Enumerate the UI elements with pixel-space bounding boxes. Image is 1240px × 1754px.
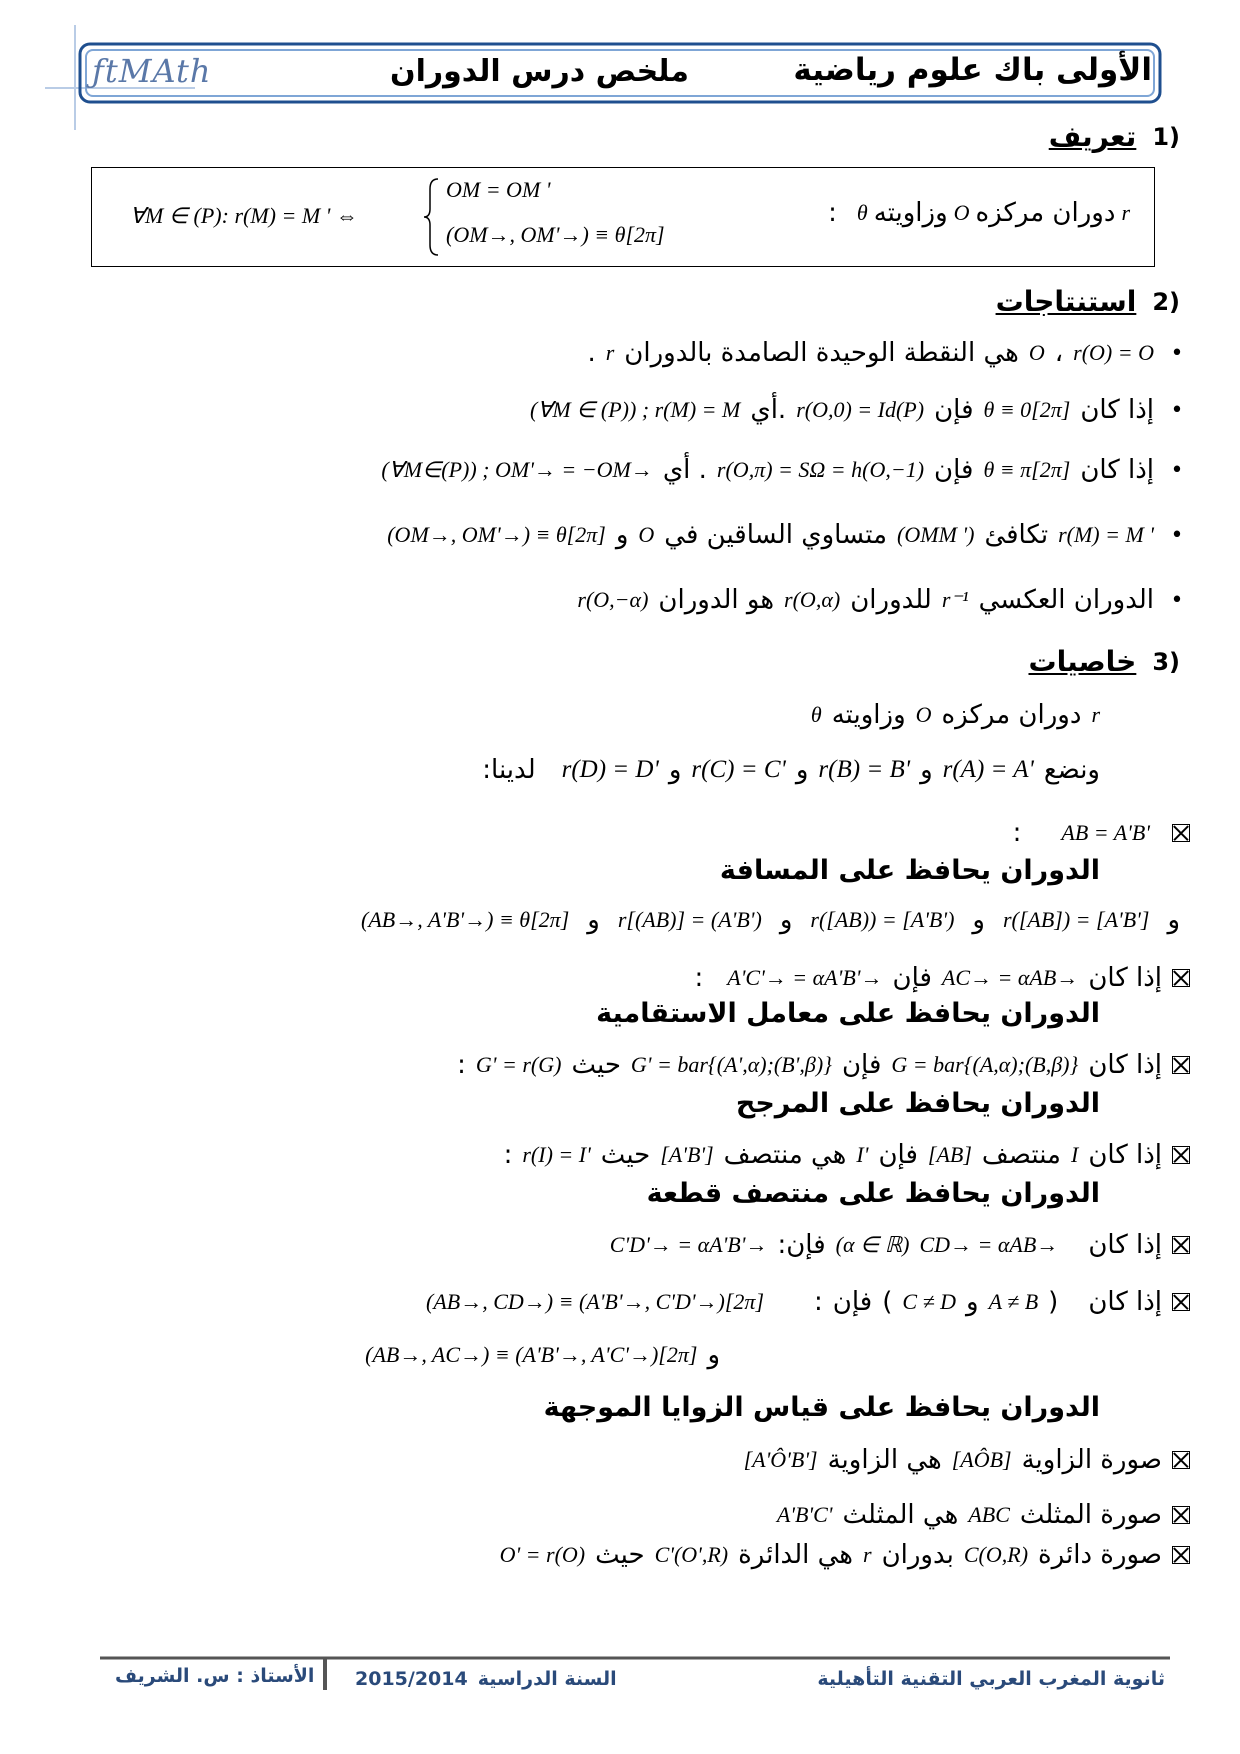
property-collinearity [695,963,1191,993]
math: O [915,702,932,727]
math: r⁻¹ [941,587,969,612]
checkbox-icon [1172,1056,1190,1074]
math: AC→ = αAB→ [941,965,1079,990]
math: O [1028,340,1045,365]
text: فإن [934,455,974,485]
colon: : [457,1050,466,1080]
checkbox-icon [1172,1546,1190,1564]
text: و [972,905,985,935]
section-2-heading [996,285,1180,318]
text: للدوران [850,585,932,615]
math: r(A) = A' [942,756,1034,783]
math: r(M) = M ' [1058,522,1154,547]
section-number: 1) [1152,122,1180,151]
math: r([AB]) = [A'B'] [1002,907,1150,932]
section-number: 2) [1152,287,1180,316]
math: A'C'→ = αA'B'→ [727,965,883,990]
math: A'B'C' [776,1502,833,1527]
property-distance-line2 [361,905,1180,935]
text: و [1167,905,1180,935]
bullet: • [1170,587,1184,613]
text: إذا كان [1088,1287,1162,1317]
text: ) [882,1287,893,1317]
math: r(I) = I' [522,1142,591,1167]
checkbox-icon [1172,969,1190,987]
bullet: • [1170,340,1184,366]
math: r(O) = O [1073,340,1154,365]
property-midpoint [504,1140,1190,1170]
text: و [707,1340,720,1370]
consequence-2 [530,395,1190,425]
math: (OMM ') [897,522,975,547]
checkbox-icon [1172,824,1190,842]
text: و [615,520,629,550]
math: (AB→, A'B'→) ≡ θ[2π] [361,907,570,932]
consequence-3 [381,455,1190,485]
math: O [638,522,655,547]
math: θ [810,702,822,727]
math: (∀M ∈ (P)) ; r(M) = M [530,397,741,422]
property-barycenter [457,1050,1190,1080]
math: ABC [968,1502,1010,1527]
text: هي الدائرة [738,1540,853,1570]
text: هي المثلث [842,1500,959,1530]
math-theta: θ [856,200,868,225]
math: [AB] [927,1142,972,1167]
property-distance [1013,818,1190,848]
math: r(C) = C' [691,756,786,783]
properties-intro-1 [811,700,1100,730]
properties-intro-2 [482,755,1100,785]
text: ( [1048,1287,1059,1317]
text: إذا كان [1088,1230,1162,1260]
colon: : [1012,818,1022,848]
text: فإن [934,395,974,425]
math: r(B) = B' [818,756,911,783]
footer-teacher: الأستاذ : س. الشريف [115,1665,315,1687]
math: G' = r(G) [475,1052,562,1077]
math: CD→ = αAB→ [919,1232,1059,1257]
math: (AB→, AC→) ≡ (A'B'→, A'C'→)[2π] [365,1342,698,1367]
math: θ ≡ π[2π] [983,457,1071,482]
math: r[(AB)] = (A'B') [617,907,762,932]
text: صورة الزاوية [1021,1445,1162,1475]
math: I [1070,1142,1079,1167]
section-title: استنتاجات [995,285,1137,318]
definition-eq-angle: (OM→, OM'→) ≡ θ[2π] [446,222,665,247]
text: هي النقطة الوحيدة الصامدة بالدوران [624,338,1019,368]
text: إذا كان [1080,395,1154,425]
colon: : [694,963,704,993]
text: إذا كان [1088,1050,1162,1080]
math: [A'B'] [660,1142,714,1167]
text: بدوران [881,1540,954,1570]
math: [AÔB] [951,1447,1012,1472]
text: .أي [750,395,787,425]
text: و [920,755,933,785]
math: (∀M∈(P)) ; OM'→ = −OM→ [381,457,653,482]
text: و [966,1287,979,1317]
math: r([AB)) = [A'B') [810,907,955,932]
text: هي الزاوية [827,1445,942,1475]
definition-label-angle: وزاويته [873,198,948,228]
image-triangle [777,1500,1190,1530]
math: [A'Ô'B'] [743,1447,818,1472]
text: إذا كان [1088,963,1162,993]
colon: : [828,198,837,228]
class-level: الأولى باك علوم رياضية [793,52,1152,88]
text: و [795,755,809,785]
consequence-4 [387,520,1190,550]
checkbox-icon [1172,1236,1190,1254]
math: C'D'→ = αA'B'→ [609,1232,768,1257]
text: فإن [832,1287,873,1317]
property-oriented-angles-line2 [365,1340,720,1370]
section-3-heading [1028,645,1180,678]
math: r(O,α) [784,587,841,612]
text: فإن [892,963,932,993]
math: r(O,0) = Id(P) [796,397,925,422]
footer-year-value: 2015/2014 [355,1668,468,1690]
text: هي منتصف [723,1140,847,1170]
math: C ≠ D [902,1289,957,1314]
logo: ƒtMAth [92,52,212,90]
text: إذا كان [1080,455,1154,485]
math: G' = bar{(A',α);(B',β)} [630,1052,832,1077]
separator: ، [1054,338,1064,368]
math: I' [856,1142,869,1167]
math-r: r [1121,200,1130,225]
math: AB = A'B' [1061,820,1150,845]
consequence-1 [587,338,1190,368]
text: ونضع [1043,755,1100,785]
math: r [863,1542,872,1567]
math: r(D) = D' [561,756,659,783]
checkbox-icon [1172,1293,1190,1311]
colon: : [503,1140,513,1170]
consequence-5 [577,585,1190,615]
bullet: • [1170,397,1184,423]
math: r [605,340,615,365]
math: C(O,R) [963,1542,1029,1567]
math: (α ∈ ℝ) [835,1232,910,1257]
text: صورة دائرة [1038,1540,1162,1570]
bullet: • [1170,522,1184,548]
text: لدينا: [482,755,536,785]
text: صورة المثلث [1019,1500,1162,1530]
image-angle [744,1445,1190,1475]
definition-left-math: ∀M ∈ (P): r(M) = M ' ⇔ [130,203,358,228]
text: حيث [600,1140,651,1170]
footer-year-label: السنة الدراسية [477,1668,617,1690]
text: حيث [595,1540,645,1570]
math: A ≠ B [988,1289,1039,1314]
text: . أي [662,455,707,485]
text: فإن [878,1140,918,1170]
brace [422,177,442,257]
property-title-midpoint: الدوران يحافظ على منتصف قطعة [646,1178,1100,1209]
section-1-heading [1049,120,1180,153]
checkbox-icon [1172,1506,1190,1524]
math: r(O,−α) [577,587,649,612]
property-vector-ratio [610,1230,1190,1260]
section-title: تعريف [1048,120,1137,153]
text: و [587,905,600,935]
math: (AB→, CD→) ≡ (A'B'→, C'D'→)[2π] [426,1289,765,1314]
text: إذا كان [1088,1140,1162,1170]
text: حيث [571,1050,621,1080]
footer-school: ثانوية المغرب العربي التقنية التأهيلية [817,1668,1165,1690]
math: C'(O',R) [654,1542,729,1567]
property-title-barycenter: الدوران يحافظ على المرجح [735,1088,1100,1119]
property-title-distance: الدوران يحافظ على المسافة [719,855,1100,886]
math: O' = r(O) [499,1542,586,1567]
math: r(O,π) = SΩ = h(O,−1) [716,457,925,482]
text: و [779,905,793,935]
colon: : [814,1287,823,1317]
definition-text [828,198,1130,228]
text: و [668,755,682,785]
text: منتصف [981,1140,1061,1170]
definition-eq-distance: OM = OM ' [446,177,551,202]
checkbox-icon [1172,1451,1190,1469]
text: فإن: [777,1230,826,1260]
text: وزاويته [831,700,906,730]
footer-year [355,1668,617,1690]
checkbox-icon [1172,1146,1190,1164]
math: (OM→, OM'→) ≡ θ[2π] [387,522,606,547]
property-title-collinearity: الدوران يحافظ على معامل الاستقامية [596,998,1100,1029]
text: الدوران العكسي [978,585,1154,615]
math: θ ≡ 0[2π] [983,397,1071,422]
text: هو الدوران [658,585,775,615]
text: . [587,338,596,368]
math-O: O [953,200,970,225]
section-number: 3) [1152,647,1180,676]
property-title-oriented-angles: الدوران يحافظ على قياس الزوايا الموجهة [543,1392,1100,1423]
image-circle [500,1540,1190,1570]
section-title: خاصيات [1028,645,1137,678]
definition-label: دوران مركزه [975,198,1116,228]
bullet: • [1170,457,1184,483]
text: دوران مركزه [941,700,1082,730]
math: G = bar{(A,α);(B,β)} [891,1052,1079,1077]
text: متساوي الساقين في [664,520,888,550]
property-oriented-angles [426,1287,1190,1317]
text: فإن [841,1050,882,1080]
text: تكافئ [984,520,1049,550]
page-title: ملخص درس الدوران [390,54,690,89]
math: r [1091,702,1100,727]
